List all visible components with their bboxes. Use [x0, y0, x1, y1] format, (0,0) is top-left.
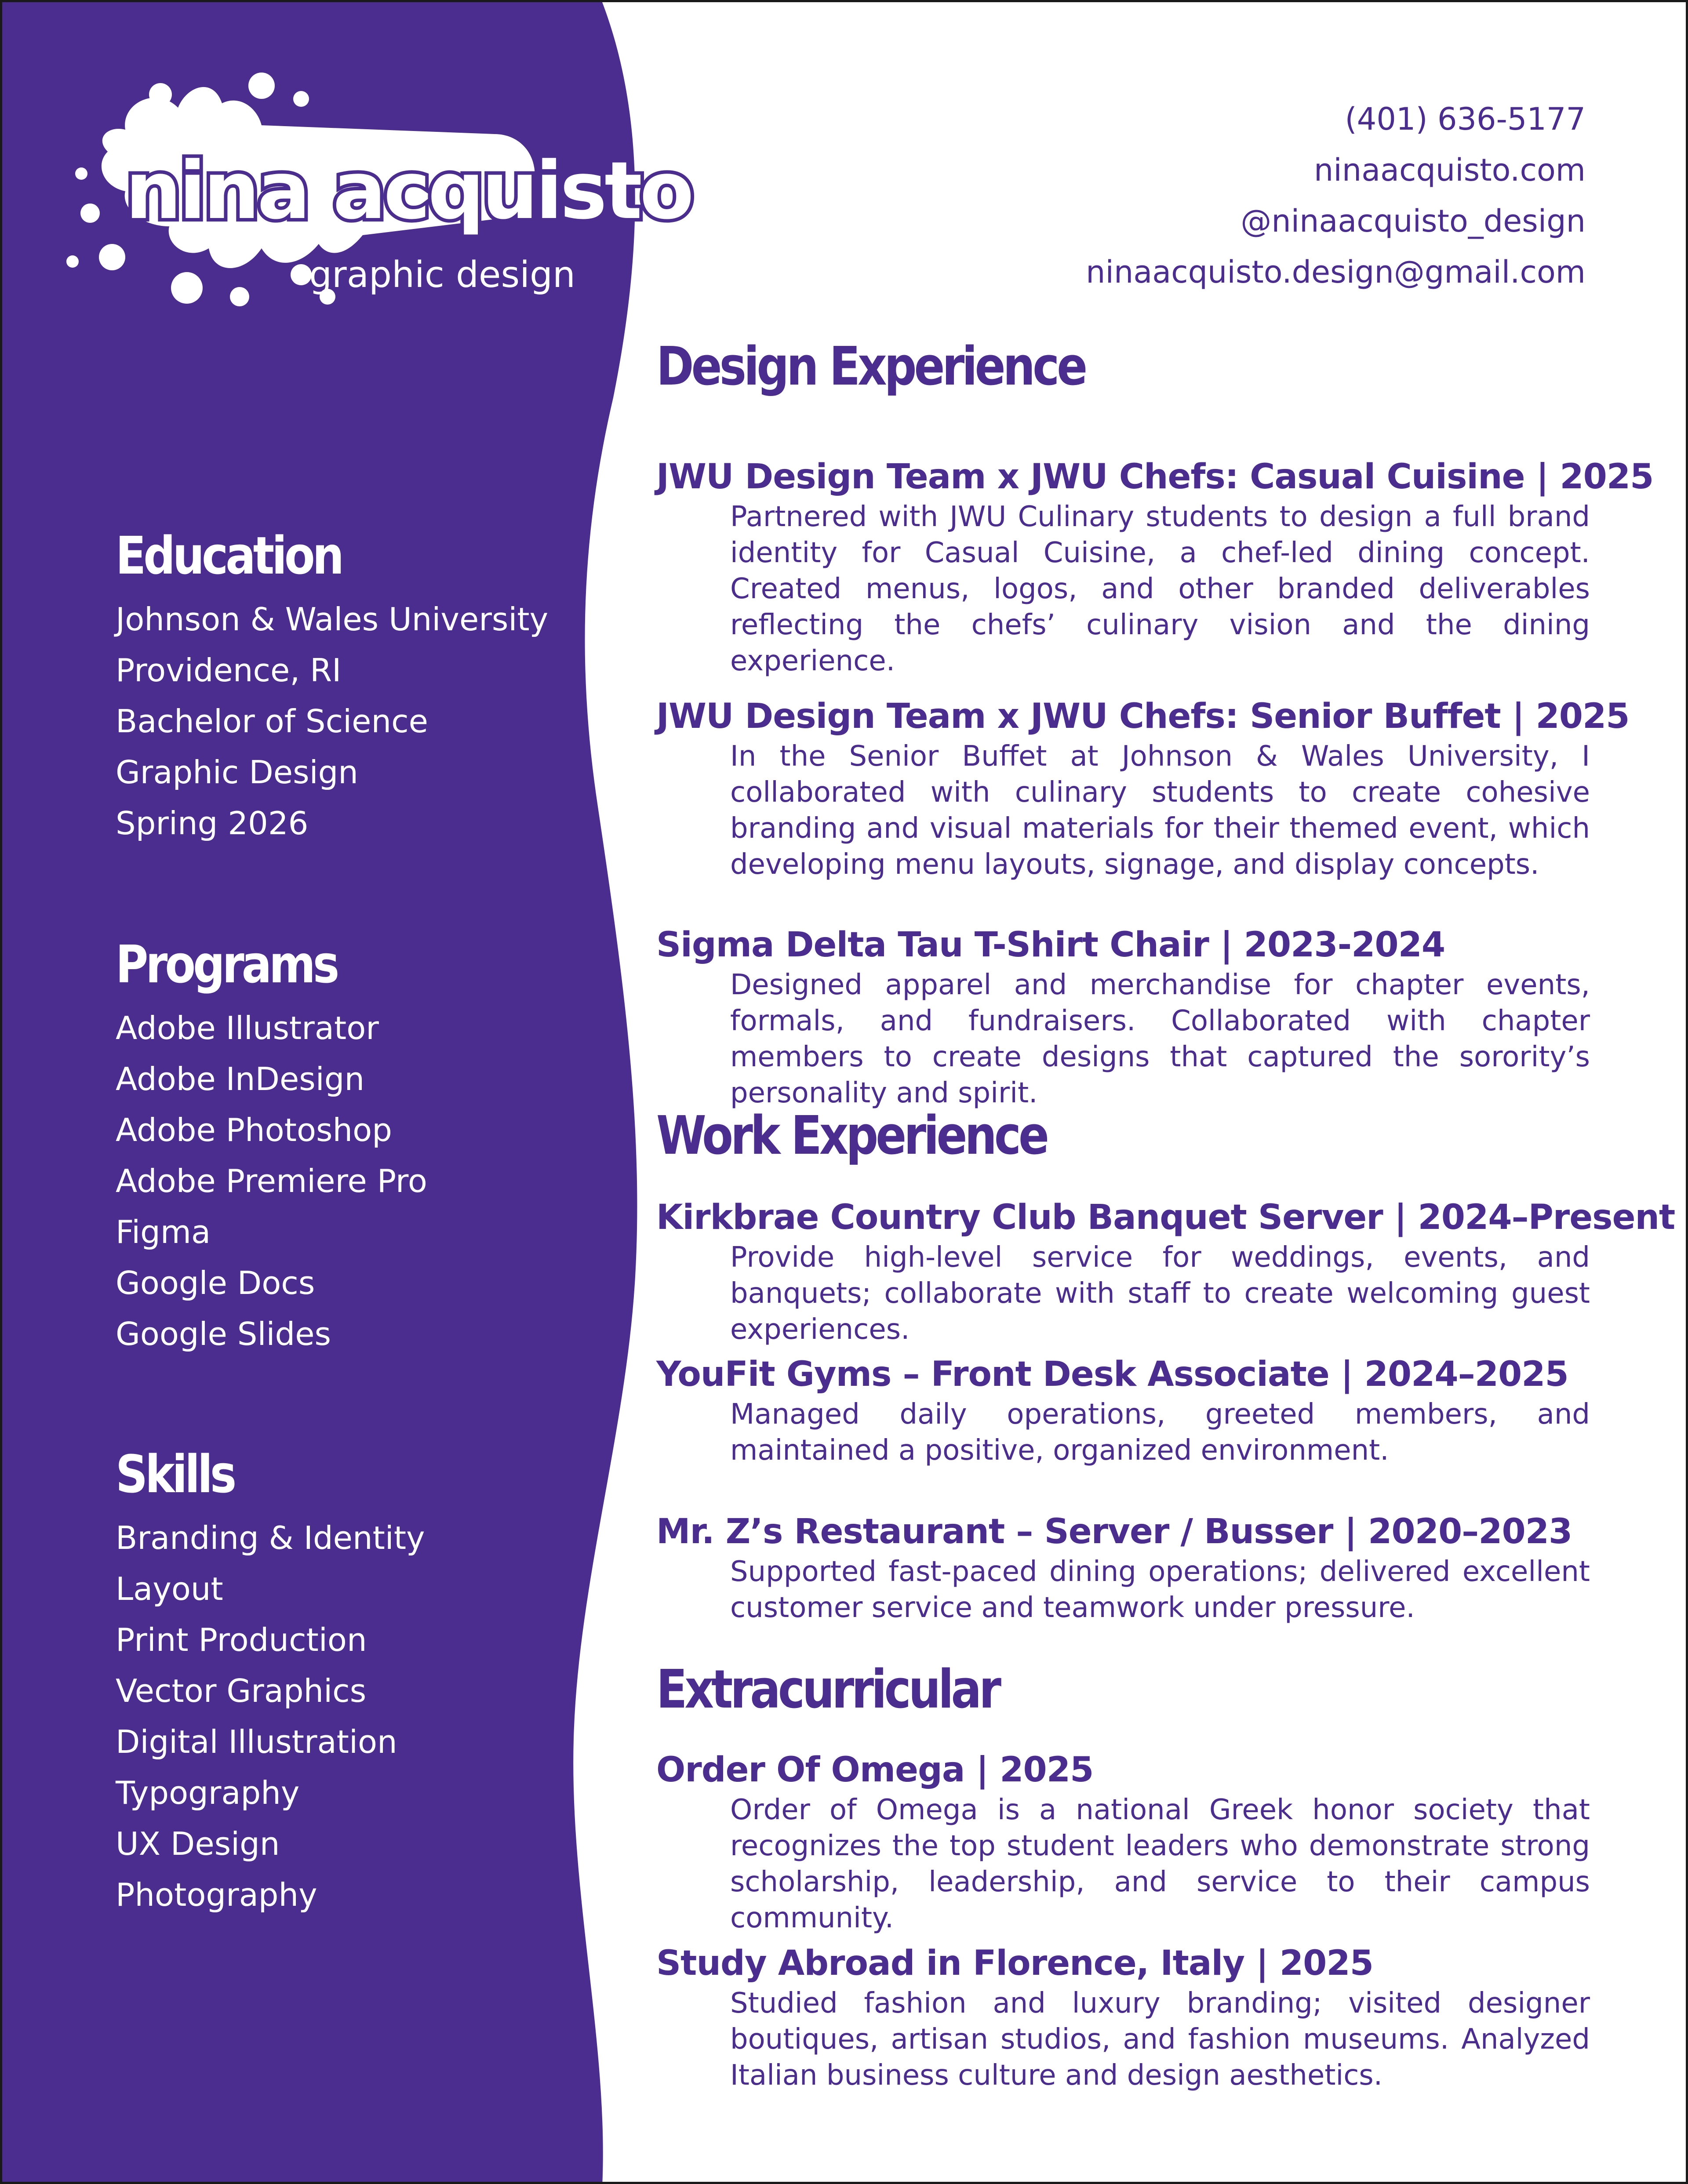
program-item: Adobe Photoshop: [116, 1112, 392, 1148]
entry-title: Mr. Z’s Restaurant – Server / Busser | 2020–2023: [656, 1512, 1572, 1552]
skills-section: [116, 1444, 425, 1920]
entry-description: Managed daily operations, greeted members, and maintained a positive, organized environment.: [730, 1398, 1590, 1467]
extracurricular-heading: Extracurricular: [656, 1659, 999, 1720]
skill-item: Photography: [116, 1876, 317, 1913]
programs-list: [116, 1003, 427, 1359]
entry-description: Designed apparel and merchandise for chapter events, formals, and fundraisers. Collaborated with chapter members to create designs that captured the sorority’s personality and spirit.: [730, 969, 1590, 1109]
program-item: Adobe Premiere Pro: [116, 1163, 427, 1199]
design-entry: [656, 923, 1590, 1111]
contact-handle[interactable]: @ninaacquisto_design: [1241, 203, 1586, 239]
entry-description: Provide high-level service for weddings, events, and banquets; collaborate with staff to create welcoming guest experiences.: [730, 1241, 1590, 1346]
education-item: Bachelor of Science: [116, 703, 428, 740]
skills-heading: Skills: [116, 1444, 234, 1504]
contact-phone[interactable]: (401) 636-5177: [1345, 101, 1586, 137]
entry-description: Order of Omega is a national Greek honor society that recognizes the top student leaders who demonstrate strong scholarship, leadership, and service to their campus community.: [730, 1794, 1590, 1934]
education-item: Graphic Design: [116, 754, 358, 791]
entry-title: YouFit Gyms – Front Desk Associate | 2024–2025: [656, 1355, 1568, 1394]
design-experience-heading: Design Experience: [656, 336, 1085, 397]
entry-title: Study Abroad in Florence, Italy | 2025: [656, 1944, 1373, 1983]
design-entry: [656, 694, 1630, 883]
design-entry: [656, 455, 1654, 679]
skill-item: Typography: [116, 1774, 300, 1811]
entry-description: Supported fast-paced dining operations; delivered excellent customer service and teamwork under pressure.: [730, 1555, 1590, 1624]
program-item: Google Docs: [116, 1265, 315, 1301]
education-item: Spring 2026: [116, 805, 309, 842]
extracurricular-entry: [656, 1941, 1590, 2093]
program-item: Figma: [116, 1214, 211, 1250]
skill-item: Print Production: [116, 1621, 367, 1658]
work-entry: [656, 1352, 1590, 1468]
work-entry: [656, 1196, 1675, 1348]
entry-title: Sigma Delta Tau T-Shirt Chair | 2023-2024: [656, 925, 1445, 965]
entry-description: Studied fashion and luxury branding; visited designer boutiques, artisan studios, and fashion museums. Analyzed Italian business culture and design aesthetics.: [730, 1987, 1590, 2092]
work-experience-heading: Work Experience: [656, 1105, 1047, 1166]
entry-title: Order Of Omega | 2025: [656, 1750, 1094, 1790]
skills-list: [116, 1512, 425, 1920]
contact-block: [1086, 94, 1586, 298]
entry-title: JWU Design Team x JWU Chefs: Senior Buffet | 2025: [656, 697, 1630, 736]
education-item: Providence, RI: [116, 652, 342, 689]
programs-heading: Programs: [116, 934, 337, 995]
work-entry: [656, 1510, 1590, 1626]
contact-email[interactable]: ninaacquisto.design@gmail.com: [1086, 254, 1586, 290]
education-list: [116, 594, 548, 849]
skill-item: Digital Illustration: [116, 1723, 397, 1760]
extracurricular-entry: [656, 1748, 1590, 1936]
education-section: [116, 525, 549, 849]
skill-item: Branding & Identity: [116, 1519, 425, 1556]
program-item: Adobe InDesign: [116, 1061, 365, 1097]
skill-item: Vector Graphics: [116, 1672, 367, 1709]
skill-item: Layout: [116, 1570, 223, 1607]
program-item: Google Slides: [116, 1315, 331, 1352]
logo-subtitle: graphic design: [309, 254, 575, 296]
education-heading: Education: [116, 525, 342, 586]
logo-name: nina acquisto: [125, 145, 691, 237]
skill-item: UX Design: [116, 1825, 280, 1862]
programs-section: [116, 934, 427, 1359]
education-item: Johnson & Wales University: [116, 601, 549, 638]
entry-title: Kirkbrae Country Club Banquet Server | 2024–Present: [656, 1198, 1675, 1237]
entry-description: Partnered with JWU Culinary students to design a full brand identity for Casual Cuisine, a chef-led dining concept. Created menus, logos, and other branded deliverables reflecting the chefs’ culinary vision and the dining experience.: [730, 501, 1590, 677]
entry-description: In the Senior Buffet at Johnson & Wales University, I collaborated with culinary students to create cohesive branding and visual materials for their themed event, which developing menu layouts, signage, and display concepts.: [730, 740, 1590, 881]
program-item: Adobe Illustrator: [116, 1010, 379, 1047]
contact-website[interactable]: ninaacquisto.com: [1314, 152, 1586, 188]
entry-title: JWU Design Team x JWU Chefs: Casual Cuisine | 2025: [656, 457, 1654, 497]
